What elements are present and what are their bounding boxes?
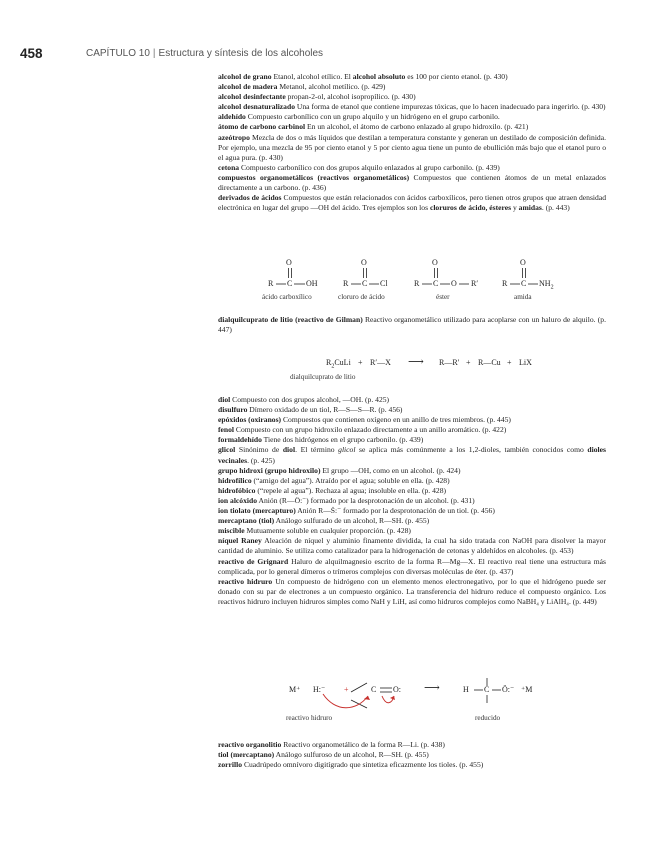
- glossary-entry: mercaptano (tiol) Análogo sulfurado de un alcohol, R—SH. (p. 455): [218, 516, 430, 526]
- reaction-arrow: ⟶: [408, 356, 424, 368]
- atom-c: C: [362, 279, 368, 288]
- atom-o: O: [432, 258, 438, 267]
- glossary-entry: azeótropo Mezcla de dos o más líquidos que destilan a temperatura constante y generan un destilado de composición definida. Por ejemplo, una mezcla de 95 por ciento etanol y 5 por ciento agua tiene un punto de ebullición más bajo que el etanol puro o el agua pura. (p. 430): [218, 132, 606, 162]
- glossary-entry: alcohol de grano Etanol, alcohol etílico. El alcohol absoluto es 100 por ciento etanol. (p. 430): [218, 72, 508, 81]
- reaction-arrow: ⟶: [424, 682, 440, 694]
- glossary-entry: aldehído Compuesto carbonílico con un grupo alquilo y un hidrógeno en el grupo carbonilo.: [218, 112, 500, 122]
- atom-o: O: [520, 258, 526, 267]
- glossary-entry: formaldehído Tiene dos hidrógenos en el grupo carbonilo. (p. 439): [218, 435, 424, 445]
- glossary-entry: alcohol desnaturalizado Una forma de etanol que contiene impurezas tóxicas, que lo hacen inadecuado para ingerirlo. (p. 430): [218, 102, 606, 112]
- atom-nh2: $NH_2$: [539, 279, 554, 291]
- atom-c: C: [287, 279, 293, 288]
- atom-o-ester: O: [451, 279, 457, 288]
- atom-o: O: [361, 258, 367, 267]
- glossary-entry: ion alcóxido Anión (R—Ö:⁻) formado por la desprotonación de un alcohol. (p. 431): [218, 495, 475, 505]
- plus-sign: +: [507, 358, 512, 367]
- glossary-entry: diol Compuesto con dos grupos alcohol, —OH. (p. 425): [218, 395, 390, 404]
- plus-sign: +: [358, 358, 363, 367]
- glossary-entry: alcohol de madera Metanol, alcohol metílico. (p. 429): [218, 82, 386, 92]
- glossary-entry: ion tiolato (mercapturo) Anión R—S̈:⁻ formado por la desprotonación de un tiol. (p. 456): [218, 506, 495, 516]
- hydride-ion: H:⁻: [313, 685, 326, 694]
- glossary-entry: miscible Mutuamente soluble en cualquier proporción. (p. 428): [218, 526, 411, 536]
- label-acid-chloride: cloruro de ácido: [338, 293, 385, 301]
- page-number: 458: [20, 46, 43, 61]
- plus-sign: +: [466, 358, 471, 367]
- metal-cation: M⁺: [289, 685, 301, 694]
- alkoxide-oxygen: Ö:⁻: [502, 685, 515, 694]
- label-hydride-reagent: reactivo hidruro: [286, 714, 333, 722]
- label-amide: amida: [514, 293, 532, 301]
- product-lix: LiX: [519, 358, 532, 367]
- glossary-entry: tiol (mercaptano) Análogo sulfuroso de un alcohol, R—SH. (p. 455): [218, 750, 429, 760]
- glossary-entry: fenol Compuesto con un grupo hidroxilo enlazado directamente a un anillo aromático. (p. 422): [218, 425, 507, 435]
- product-cu: R—Cu: [478, 358, 501, 367]
- glossary-entry: glicol Sinónimo de diol. El término glicol se aplica más comúnmente a los 1,2-dioles, también conocidos como dioles vecinales. (p. 425): [218, 445, 606, 465]
- atom-r: R: [502, 279, 508, 288]
- glossary-entry: hidrofílico (“amigo del agua”). Atraído por el agua; soluble en ella. (p. 428): [218, 475, 450, 485]
- atom-r: R: [343, 279, 349, 288]
- glossary-block-4: [218, 740, 606, 770]
- glossary-entry: reactivo organolitio Reactivo organometálico de la forma R—Li. (p. 438): [218, 740, 445, 749]
- glossary-entry: dialquilcuprato de litio (reactivo de Gilman) Reactivo organometálico utilizado para acoplarse con un haluro de alquilo. (p. 447): [218, 315, 606, 335]
- gilman-reagent: $R_2CuLi$: [326, 358, 351, 370]
- label-carboxylic-acid: ácido carboxílico: [262, 293, 312, 301]
- atom-cl: Cl: [380, 279, 388, 288]
- atom-r: R: [414, 279, 420, 288]
- chapter-title: CAPÍTULO 10 | Estructura y síntesis de los alcoholes: [86, 48, 324, 59]
- atom-c: C: [484, 685, 490, 694]
- glossary-entry: reactivo de Grignard Haluro de alquilmagnesio escrito de la forma R—Mg—X. El reactivo real tiene una estructura más complicada, por lo general dímeros o trímeros complejos con diversas moléculas de éter. (p. 437): [218, 556, 606, 576]
- glossary-entry: grupo hidroxi (grupo hidroxilo) El grupo —OH, como en un alcohol. (p. 424): [218, 465, 461, 475]
- atom-c: C: [521, 279, 527, 288]
- label-reduced: reducido: [475, 714, 501, 722]
- atom-oh: OH: [306, 279, 318, 288]
- atom-c: C: [433, 279, 439, 288]
- glossary-entry: derivados de ácidos Compuestos que están relacionados con ácidos carboxílicos, pero tienen otros grupos que atraen densidad electrónica en lugar del grupo —OH del ácido. Tres ejemplos son los cloruros de ácido, ésteres y amidas. (p. 443): [218, 193, 606, 213]
- glossary-entry: alcohol desinfectante propan-2-ol, alcohol isopropílico. (p. 430): [218, 92, 416, 102]
- atom-r-prime: R′: [471, 279, 479, 288]
- glossary-entry: hidrofóbico (“repele al agua”). Rechaza al agua; insoluble en ella. (p. 428): [218, 485, 447, 495]
- glossary-entry: disulfuro Dímero oxidado de un tiol, R—S—S—R. (p. 456): [218, 405, 403, 415]
- label-gilman: dialquilcuprato de litio: [290, 373, 356, 381]
- alkyl-halide: R′—X: [370, 358, 391, 367]
- glossary-entry: compuestos organometálicos (reactivos organometálicos) Compuestos que contienen átomos de un metal enlazados directamente a un carbono. (p. 436): [218, 172, 606, 193]
- glossary-entry: átomo de carbono carbinol En un alcohol, el átomo de carbono enlazado al grupo hidroxilo. (p. 421): [218, 122, 529, 132]
- label-ester: éster: [436, 293, 450, 301]
- atom-c: C: [371, 685, 377, 694]
- plus-sign: +: [344, 685, 349, 694]
- glossary-entry: epóxidos (oxiranos) Compuestos que contienen oxígeno en un anillo de tres miembros. (p. 445): [218, 415, 511, 425]
- atom-o: O: [286, 258, 292, 267]
- glossary-entry: níquel Raney Aleación de níquel y aluminio finamente dividida, la cual ha sido tratada con NaOH para disolver la mayor cantidad de aluminio. Se utiliza como catalizador para la hidrogenación de cetonas y aldehídos en alcoholes. (p. 453): [218, 536, 606, 556]
- metal-counterion: ⁺M: [521, 685, 533, 694]
- atom-h: H: [463, 685, 469, 694]
- glossary-entry: cetona Compuesto carbonílico con dos grupos alquilo enlazados al grupo carbonilo. (p. 439): [218, 162, 500, 172]
- glossary-entry: reactivo hidruro Un compuesto de hidrógeno con un elemento menos electronegativo, por lo que el hidrógeno puede ser donado con su par de electrones a un compuesto orgánico. La transferencia del hidruro reduce el compuesto orgánico. Los reactivos hidruro incluyen hidruros simples como NaH y LiH, así como hidruros complejos como NaBH₄ y LiAlH₄. (p. 449): [218, 576, 606, 606]
- glossary-entry: zorrillo Cuadrúpedo omnívoro digitígrado que sintetiza eficazmente los tioles. (p. 455): [218, 760, 484, 770]
- atom-r: R: [268, 279, 274, 288]
- product-coupled: R—R′: [439, 358, 460, 367]
- atom-o: O:: [393, 685, 401, 694]
